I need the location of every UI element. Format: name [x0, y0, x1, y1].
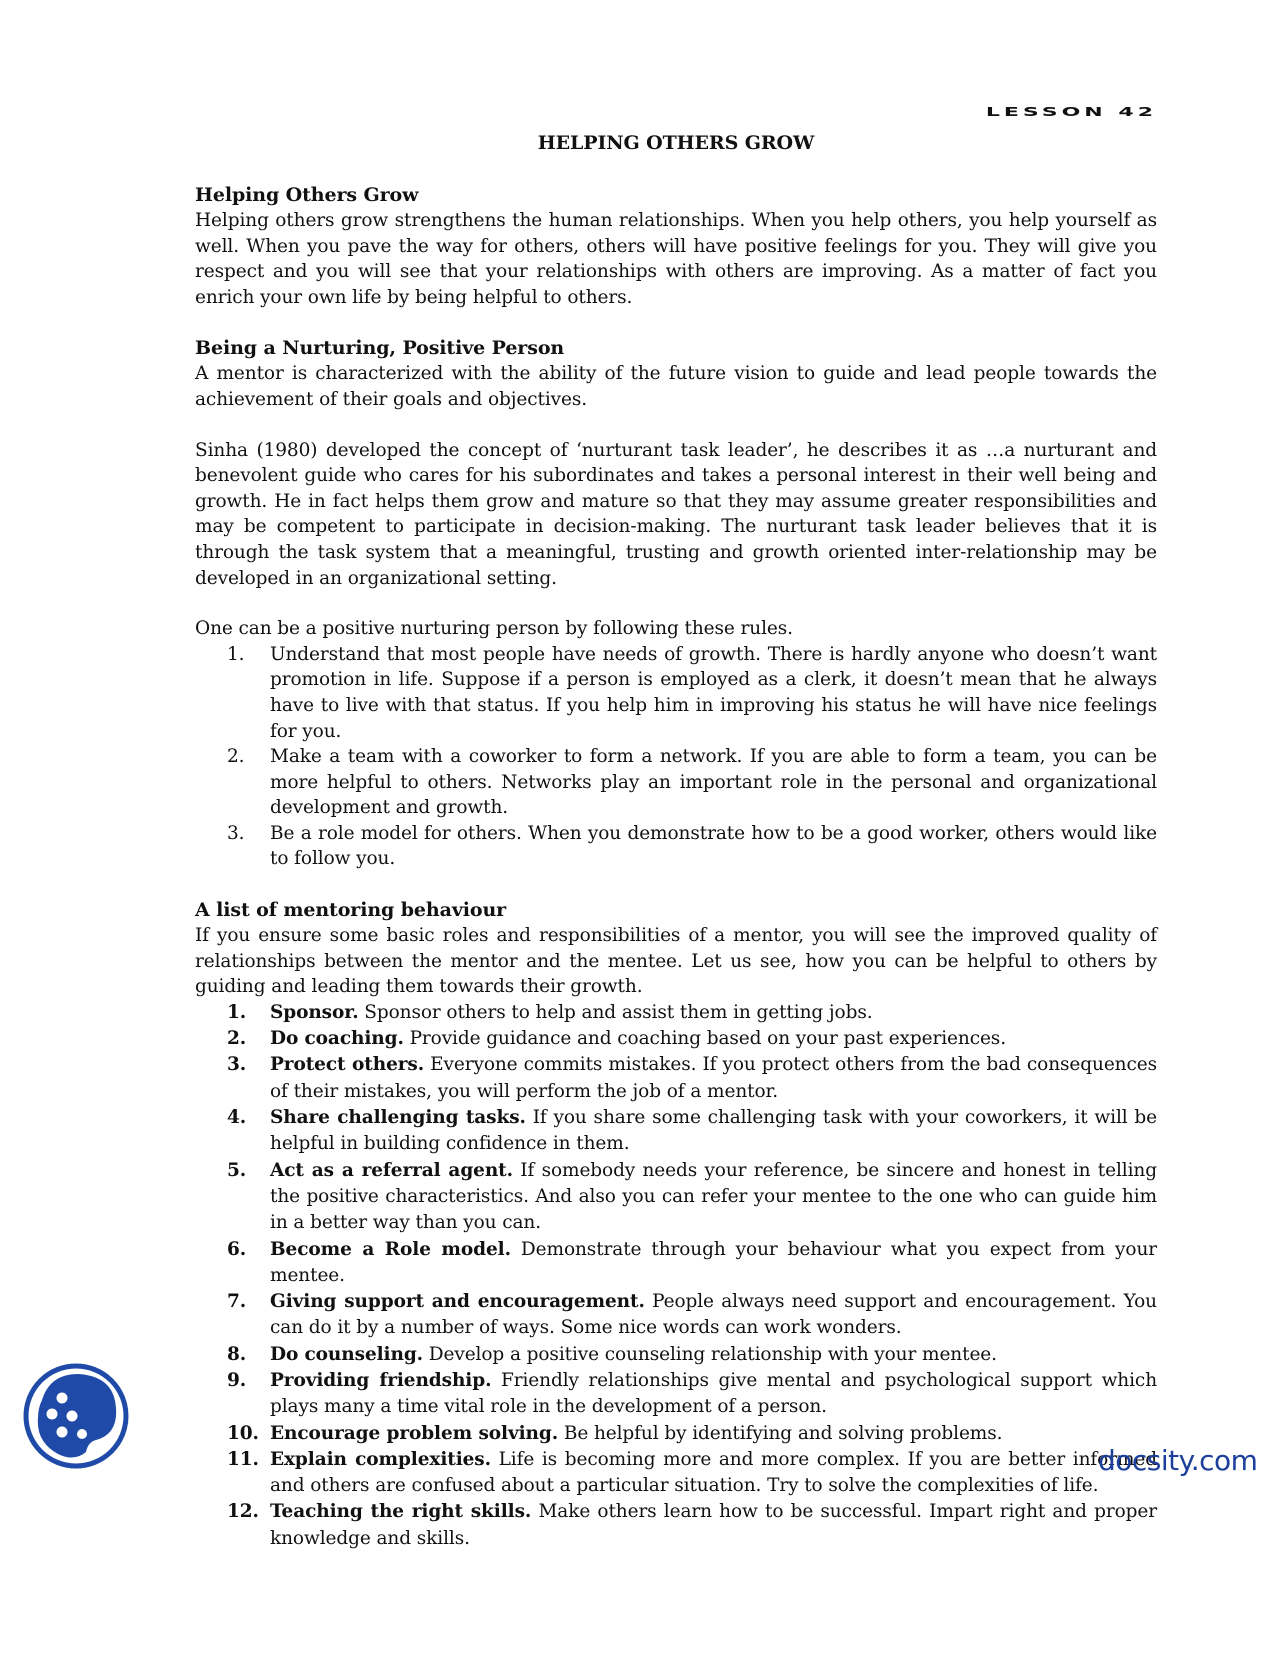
- paragraph-helping-others: Helping others grow strengthens the human relationships. When you help others, you help yourself as well. When you pave the way for others, others will have positive feelings for you. They will give you respect and you will see that your relationships with others are improving. As a matter of fact you enrich your own life by being helpful to others.: [195, 210, 1157, 308]
- docsity-logo-icon: [22, 1362, 130, 1470]
- section-heading-nurturing-person: Being a Nurturing, Positive Person: [195, 337, 565, 360]
- list-item: [195, 1447, 1157, 1500]
- paragraph-mentor-definition: A mentor is characterized with the ability of the future vision to guide and lead people towards the achievement of their goals and objectives.: [195, 363, 1157, 410]
- list-item: [195, 1105, 1157, 1158]
- list-item-term: Protect others.: [270, 1054, 425, 1076]
- list-item-text: Understand that most people have needs of growth. There is hardly anyone who doesn’t want promotion in life. Suppose if a person is employed as a clerk, it doesn’t mean that he always have to live with that status. If you help him in improving his status he will have nice feelings for you.: [270, 643, 1157, 742]
- list-item: [195, 1421, 1157, 1447]
- list-item-number: 1.: [227, 1001, 247, 1023]
- list-item-text: Demonstrate through your behaviour what you expect from your mentee.: [270, 1238, 1158, 1286]
- list-item-text: Sponsor others to help and assist them in getting jobs.: [358, 1001, 873, 1023]
- list-item-number: 3.: [227, 1054, 247, 1076]
- docsity-brand-text[interactable]: docsity.com: [1098, 1444, 1258, 1477]
- list-item: [195, 1289, 1157, 1342]
- list-item-text: Provide guidance and coaching based on your past experiences.: [403, 1028, 1006, 1050]
- list-item: [195, 821, 1157, 872]
- list-item: [195, 1000, 1157, 1026]
- list-item-number: 7.: [227, 1291, 247, 1313]
- list-item-number: 10.: [227, 1422, 259, 1444]
- list-item-text: If you share some challenging task with your coworkers, it will be helpful in building confidence in them.: [270, 1107, 1158, 1155]
- list-item-term: Teaching the right skills.: [270, 1501, 532, 1523]
- rules-intro: One can be a positive nurturing person by following these rules.: [195, 618, 793, 640]
- list-item-term: Explain complexities.: [270, 1448, 491, 1470]
- list-item: [195, 1368, 1157, 1421]
- list-item-term: Giving support and encouragement.: [270, 1291, 645, 1313]
- list-item-text: Develop a positive counseling relationship with your mentee.: [423, 1343, 997, 1365]
- list-item-number: 4.: [227, 1107, 247, 1129]
- list-item-text: Life is becoming more and more complex. If you are better informed and others are confused about a particular situation. Try to solve the complexities of life.: [270, 1448, 1157, 1497]
- list-item-text: Make others learn how to be successful. Impart right and proper knowledge and skills.: [270, 1501, 1158, 1549]
- list-item: [195, 744, 1157, 821]
- list-item: [195, 642, 1157, 744]
- list-item-number: 6.: [227, 1238, 247, 1260]
- lesson-number: LESSON 42: [985, 105, 1157, 120]
- list-item: [195, 1052, 1157, 1105]
- list-item-number: 9.: [227, 1370, 247, 1391]
- list-item-number: 2.: [227, 1028, 247, 1050]
- page-title: HELPING OTHERS GROW: [537, 132, 815, 154]
- list-item-term: Share challenging tasks.: [270, 1107, 526, 1129]
- list-item: [195, 1342, 1157, 1368]
- list-item-number: 11.: [227, 1448, 259, 1470]
- rules-list: [195, 642, 1157, 872]
- paragraph-mentoring-behaviour: If you ensure some basic roles and responsibilities of a mentor, you will see the improved quality of relationships between the mentor and the mentee. Let us see, how you can be helpful to others by guiding and leading them towards their growth.: [195, 925, 1157, 998]
- list-item-term: Do coaching.: [270, 1028, 404, 1050]
- list-item-term: Become a Role model.: [270, 1238, 511, 1260]
- list-item-number: 5.: [227, 1159, 247, 1181]
- document-content: [195, 98, 1158, 1549]
- list-item-text: People always need support and encouragement. You can do it by a number of ways. Some nice words can work wonders.: [270, 1291, 1157, 1339]
- list-item-number: 8.: [227, 1343, 247, 1365]
- list-item-term: Act as a referral agent.: [270, 1159, 513, 1181]
- list-item-text: If somebody needs your reference, be sincere and honest in telling the positive characteristics. And also you can refer your mentee to the one who can guide him in a better way than you can.: [270, 1159, 1157, 1234]
- list-item-term: Providing friendship.: [270, 1370, 492, 1391]
- list-item-number: 2.: [227, 746, 245, 768]
- list-item-number: 3.: [227, 822, 245, 844]
- list-item-text: Friendly relationships give mental and psychological support which plays many a time vital role in the development of a person.: [270, 1370, 1158, 1418]
- list-item-text: Be a role model for others. When you demonstrate how to be a good worker, others would like to follow you.: [270, 822, 1157, 870]
- list-item-term: Do counseling.: [270, 1343, 423, 1365]
- list-item: [195, 1158, 1157, 1237]
- list-item-number: 12.: [227, 1501, 259, 1523]
- list-item: [195, 1026, 1157, 1052]
- list-item-text: Be helpful by identifying and solving problems.: [558, 1422, 1003, 1444]
- list-item: [195, 1499, 1157, 1552]
- list-item-term: Sponsor.: [270, 1001, 359, 1023]
- list-item-text: Everyone commits mistakes. If you protect others from the bad consequences of their mistakes, you will perform the job of a mentor.: [270, 1054, 1157, 1102]
- list-item-number: 1.: [227, 643, 245, 665]
- section-heading-helping-others: Helping Others Grow: [195, 184, 419, 206]
- section-heading-mentoring-behaviour: A list of mentoring behaviour: [195, 899, 507, 922]
- list-item-text: Make a team with a coworker to form a network. If you are able to form a team, you can be more helpful to others. Networks play an important role in the personal and organizational development and growth.: [270, 746, 1157, 819]
- behaviour-list: [195, 1000, 1157, 1552]
- list-item-term: Encourage problem solving.: [270, 1422, 559, 1444]
- list-item: [195, 1237, 1157, 1290]
- paragraph-sinha-concept: Sinha (1980) developed the concept of ‘nurturant task leader’, he describes it as …a nurturant and benevolent guide who cares for his subordinates and takes a personal interest in their well being and growth. He in fact helps them grow and mature so that they may assume greater responsibilities and may be competent to participate in decision-making. The nurturant task leader believes that it is through the task system that a meaningful, trusting and growth oriented inter-relationship may be developed in an organizational setting.: [195, 439, 1157, 589]
